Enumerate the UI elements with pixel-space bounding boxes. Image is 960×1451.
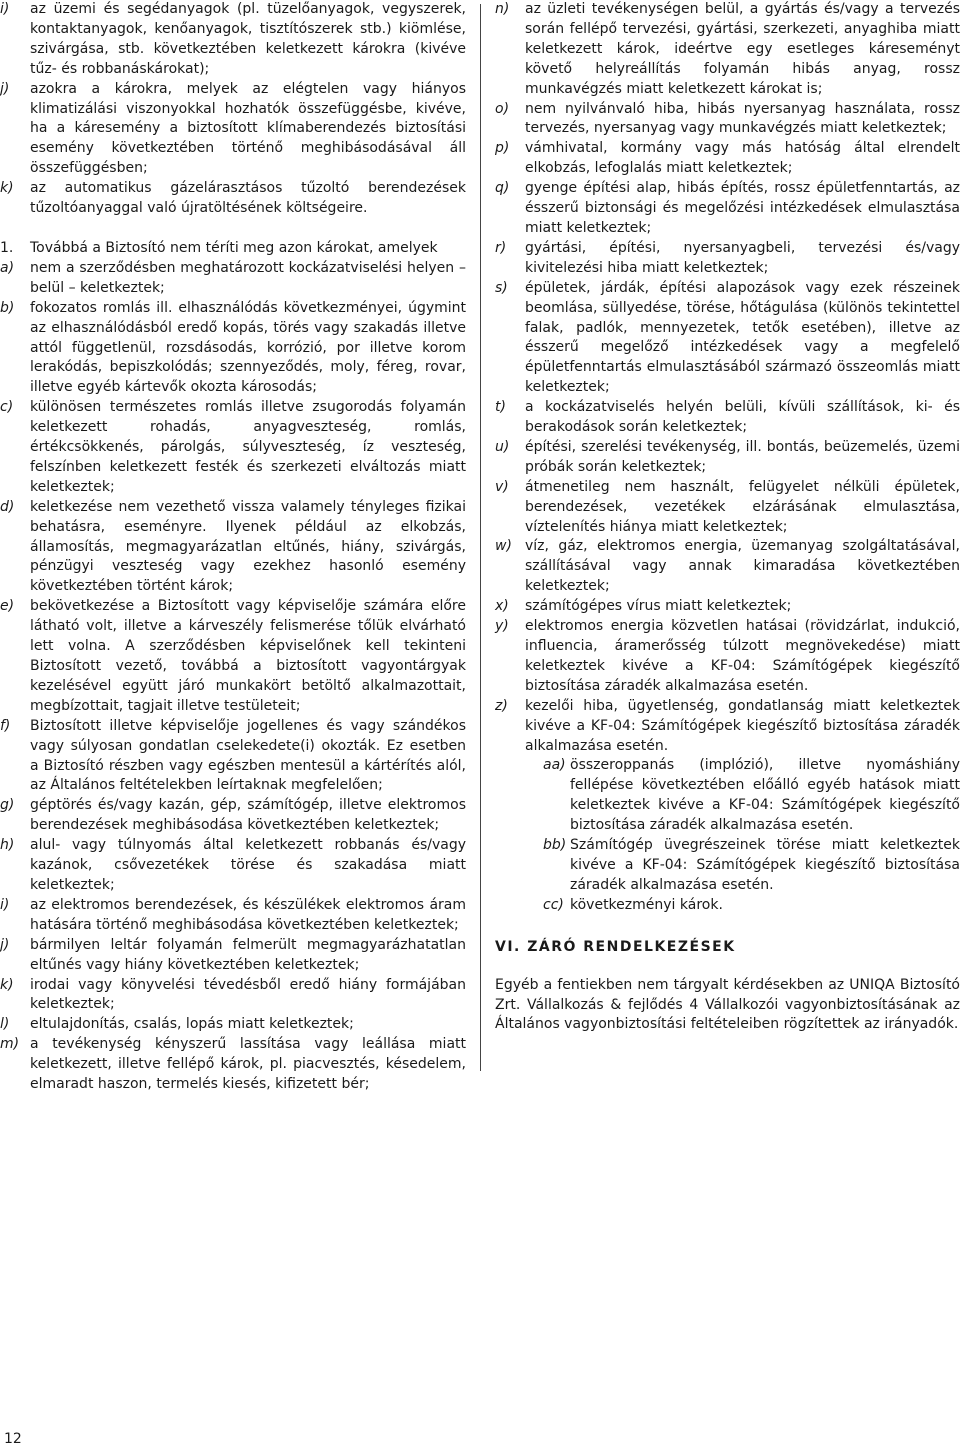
list-item [495, 279, 960, 398]
list-item [495, 617, 960, 697]
item-label: r) [495, 239, 507, 256]
list-item [495, 896, 960, 916]
item-label: x) [495, 598, 509, 615]
item-text: alul- vagy túlnyomás által keletkezett robbanás és/vagy kazánok, csővezetékek törése és szakadása miatt keletkeztek; [30, 837, 466, 893]
item-label: t) [495, 399, 506, 416]
item-label: d) [0, 498, 15, 515]
right-sublist [495, 756, 960, 915]
item-label: i) [0, 896, 10, 913]
item-label: 1. [0, 239, 14, 256]
page-number: 12 [4, 1431, 22, 1447]
item-text: az üzemi és segédanyagok (pl. tüzelőanyagok, vegyszerek, kontaktanyagok, kenőanyagok, tisztítószerek stb.) kiömlése, szivárgása, stb. következtében keletkezett károkra (kivéve tűz- és robbanáskárokat); [30, 1, 466, 77]
item-label: q) [495, 180, 510, 197]
list-item [495, 398, 960, 438]
item-text: számítógépes vírus miatt keletkeztek; [525, 598, 792, 615]
closing-paragraph: Egyéb a fentiekben nem tárgyalt kérdésekben az UNIQA Biztosító Zrt. Vállalkozás & fejlődés 4 Vállalkozói vagyonbiztosításának az Általános vagyonbiztosítási feltételeiben rögzítettek az irányadók. [495, 976, 960, 1033]
item-text: Számítógép üvegrészeinek törése miatt keletkeztek kivéve a KF-04: Számítógépek kiegészítő biztosítása záradék alkalmazása esetén. [570, 837, 960, 893]
list-item [0, 1015, 466, 1035]
item-label: c) [0, 399, 14, 416]
item-text: épületek, járdák, építési alapozások vagy ezek részeinek beomlása, süllyedése, törése, hőtágulása (különös tekintettel falak, padlók, mennyezetek, tetők esetében), illetve az ésszerű megelőző intézkedések vagy a megfelelő épületfenntartás elmulasztásából származó összeomlás miatt keletkeztek; [525, 279, 960, 396]
list-item [0, 836, 466, 896]
item-text: nem nyilvánvaló hiba, hibás nyersanyag használata, rossz tervezés, nyersanyag vagy munkavégzés miatt keletkeztek; [525, 100, 960, 137]
list-item [495, 836, 960, 896]
item-text: Továbbá a Biztosító nem téríti meg azon károkat, amelyek [30, 239, 438, 256]
item-text: az elektromos berendezések, és készülékek elektromos áram hatására történő meghibásodása következtében keletkeztek; [30, 896, 466, 933]
list-item [495, 756, 960, 836]
item-label: s) [495, 279, 508, 296]
item-text: összeroppanás (implózió), illetve nyomáshiány fellépése következtében előálló egyéb hatások miatt keletkeztek kivéve a KF-04: Számítógépek kiegészítő biztosítása záradék alkalmazása esetén. [570, 757, 960, 834]
item-label: w) [495, 538, 512, 555]
item-text: azokra a károkra, melyek az elégtelen vagy hiányos klimatizálási viszonyokkal hozhatók összefüggésbe, kivéve, ha a káresemény a biztosított klímaberendezés biztosítási esemény következtében történő meghibásodásával áll összefüggésben; [30, 80, 466, 177]
item-text: nem a szerződésben meghatározott kockázatviselési helyen – belül – keletkeztek; [30, 259, 466, 296]
list-item [495, 537, 960, 597]
list-item [0, 259, 466, 299]
item-text: fokozatos romlás ill. elhasználódás következményei, úgymint az elhasználódásból eredő kopás, törés vagy szakadás illetve attól függetlenül, rozsdásodás, korrózió, por illetve korom lerakódás, bepiszkolódás; szennyeződés, moly, féreg, rovar, illetve egyéb kártevők okozta károsodás; [30, 299, 466, 396]
list-item [0, 498, 466, 598]
list-item [0, 299, 466, 399]
item-label: l) [0, 1016, 10, 1033]
list-item [0, 398, 466, 498]
item-label: cc) [543, 896, 564, 913]
list-item [495, 0, 960, 100]
item-label: h) [0, 837, 15, 854]
item-text: bekövetkezése a Biztosított vagy képviselője számára előre látható volt, illetve a kárveszély felismerése tőlük elvárható lett volna. A szerződésben képviselőnek kell tekinteni Biztosított vezető, továbbá a biztosított vagyontárgyak kezelésével együtt járó munkakört betöltő alkalmazottait, megbízottait, tagjait illetve testületeit; [30, 598, 466, 714]
list-item [0, 179, 466, 219]
item-label: g) [0, 797, 15, 814]
item-label: f) [0, 717, 11, 734]
item-text: bármilyen leltár folyamán felmerült megmagyarázhatatlan eltűnés vagy hiány következtében keletkeztek; [30, 936, 466, 973]
item-text: irodai vagy könyvelési tévedésből eredő hiány formájában keletkeztek; [30, 976, 466, 1013]
item-text: a tevékenység kényszerű lassítása vagy leállása miatt keletkezett, illetve fellépő károk, pl. piacvesztés, késedelem, elmaradt haszon, termelés kiesés, kifizetett bér; [30, 1036, 466, 1093]
item-text: kezelői hiba, ügyetlenség, gondatlanság miatt keletkeztek kivéve a KF-04: Számítógépek kiegészítő biztosítása záradék alkalmazása esetén. [525, 697, 960, 754]
item-label: a) [0, 259, 15, 276]
item-label: k) [0, 180, 14, 197]
item-label: j) [0, 80, 10, 97]
list-item [495, 139, 960, 179]
list-item [0, 80, 466, 180]
item-text: keletkezése nem vezethető vissza valamely tényleges fizikai behatásra, eseményre. Ilyenek például az elkobzás, államosítás, megmagyarázatlan eltűnés, hiány, szivárgás, pénzügyi veszteség vagy ezekhez hasonló esemény következtében történt károk; [30, 498, 466, 595]
item-label: j) [0, 936, 10, 953]
item-text: következményi károk. [570, 896, 723, 913]
item-label: k) [0, 976, 14, 993]
list-item [0, 717, 466, 797]
item-text: géptörés és/vagy kazán, gép, számítógép, illetve elektromos berendezések meghibásodása következtében keletkeztek; [30, 797, 466, 834]
item-label: p) [495, 140, 510, 157]
item-text: különösen természetes romlás illetve zsugorodás folyamán keletkezett rohadás, anyagveszteség, romlás, értékcsökkenés, párolgás, súlyveszteség, íz veszteség, felszínben keletkezett festék és szerkezeti elváltozás miatt keletkeztek; [30, 399, 466, 495]
list-item [0, 896, 466, 936]
list-item [0, 0, 466, 80]
list-item [495, 597, 960, 617]
item-label: v) [495, 478, 509, 495]
item-text: az üzleti tevékenységen belül, a gyártás és/vagy a tervezés során fellépő tervezési, gyártási, szerkezeti, anyaghiba miatt keletkezett károk, ideértve egy esetleges káreseményt követő helyreállítás folyamán hibás anyag, rossz munkavégzés miatt keletkezett károkat is; [525, 1, 960, 97]
item-label: z) [495, 697, 508, 714]
item-text: az automatikus gázelárasztásos tűzoltó berendezések tűzoltóanyaggal való újratöltésének költségeire. [30, 180, 466, 217]
left-column [0, 0, 466, 1095]
list-item [495, 239, 960, 279]
list-item [495, 179, 960, 239]
item-label: bb) [543, 837, 567, 854]
spacer [0, 219, 466, 239]
item-label: i) [0, 1, 10, 17]
item-label: m) [0, 1036, 20, 1053]
item-text: gyártási, építési, nyersanyagbeli, tervezési és/vagy kivitelezési hiba miatt keletkeztek; [525, 239, 960, 276]
item-label: n) [495, 1, 510, 17]
section-title: VI. ZÁRÓ RENDELKEZÉSEK [495, 938, 736, 955]
item-label: o) [495, 100, 510, 117]
item-text: a kockázatviselés helyén belüli, kívüli szállítások, ki- és berakodások során keletkeztek; [525, 399, 960, 436]
item-text: építési, szerelési tevékenység, ill. bontás, beüzemelés, üzemi próbák során keletkeztek; [525, 438, 960, 475]
item-label: y) [495, 618, 509, 635]
right-list [495, 0, 960, 756]
item-text: vámhivatal, kormány vagy más hatóság által elrendelt elkobzás, lefoglalás miatt keletkeztek; [525, 140, 960, 177]
item-text: elektromos energia közvetlen hatásai (rövidzárlat, indukció, influencia, áramerősség túlzott megnövekedése) miatt keletkeztek kivéve a KF-04: Számítógépek kiegészítő biztosítása záradék alkalmazása esetén. [525, 618, 960, 694]
item-label: e) [0, 598, 15, 615]
list-item [0, 936, 466, 976]
item-label: aa) [543, 757, 566, 774]
list-item [0, 796, 466, 836]
item-text: gyenge építési alap, hibás építés, rossz épületfenntartás, az ésszerű biztonsági és megelőzési intézkedések elmulasztása miatt keletkeztek; [525, 180, 960, 236]
list-item [0, 1035, 466, 1095]
item-text: Biztosított illetve képviselője jogellenes és vagy szándékos vagy súlyosan gondatlan cselekedete(i) okozták. Ez esetben a Biztosító részben vagy egészben mentesül a kártérítés alól, az Általános feltételekben leírtaknak megfelelően; [30, 717, 466, 794]
list-item [495, 697, 960, 757]
item-text: víz, gáz, elektromos energia, üzemanyag szolgáltatásával, szállításával vagy annak kimaradása következtében keletkeztek; [525, 538, 960, 595]
list-item [495, 100, 960, 140]
list-item [495, 478, 960, 538]
column-divider [480, 4, 481, 1071]
list-item [495, 438, 960, 478]
right-column [495, 0, 960, 1035]
item-text: eltulajdonítás, csalás, lopás miatt keletkeztek; [30, 1016, 354, 1033]
list-item [0, 597, 466, 716]
list-item-1 [0, 239, 466, 259]
left-list-a [0, 0, 466, 219]
list-item [0, 976, 466, 1016]
item-label: u) [495, 438, 510, 455]
left-list-b [0, 259, 466, 1095]
item-label: b) [0, 299, 15, 316]
item-text: átmenetileg nem használt, felügyelet nélküli épületek, berendezések, vezetékek elzárásának elmulasztása, víztelenítés hiánya miatt keletkeztek; [525, 478, 960, 535]
